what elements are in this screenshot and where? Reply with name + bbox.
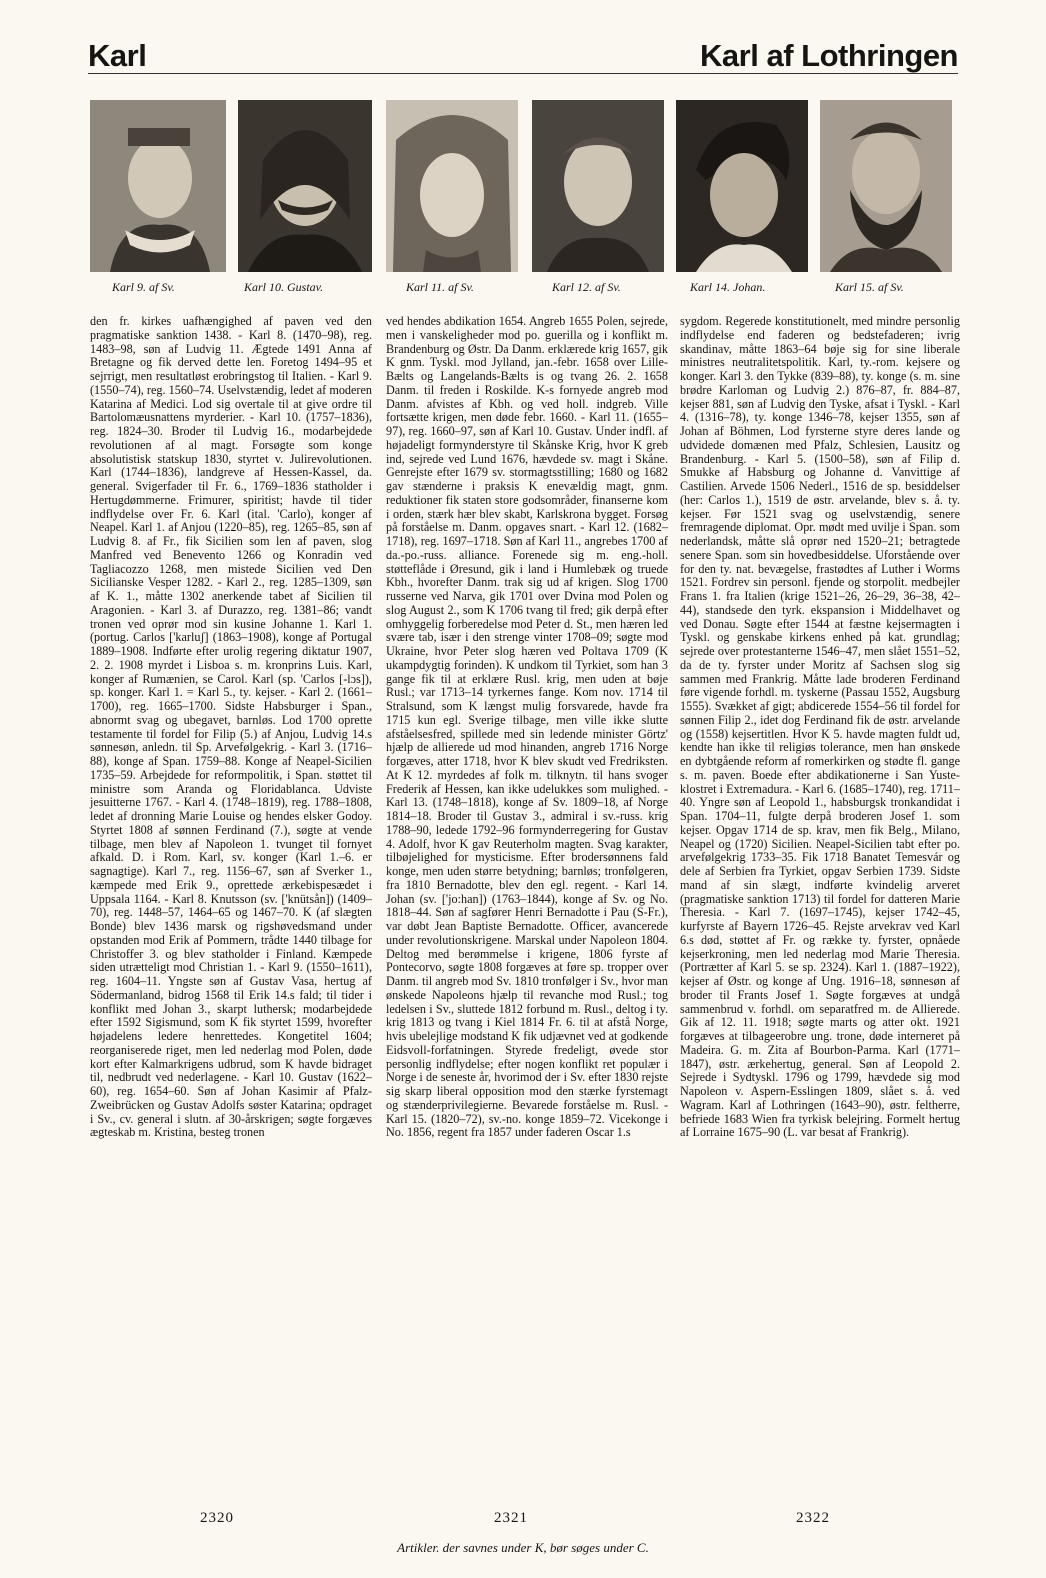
page-number-left: 2320 xyxy=(200,1510,234,1526)
caption-karl-15: Karl 15. af Sv. xyxy=(835,280,904,294)
portrait-karl-14-johan xyxy=(676,100,808,272)
column-2 xyxy=(386,315,668,1140)
column-1 xyxy=(90,315,372,1140)
running-head-right: Karl af Lothringen xyxy=(700,38,958,73)
page-number-right: 2322 xyxy=(796,1510,830,1526)
column-1-text: den fr. kirkes uafhængighed af paven ved den pragmatiske sanktion 1438. - Karl 8. (1470–98), reg. 1483–98, søn af Ludvig 11. Ægtede 1491 Anna af Bretagne og fik derved dette len. Foretog 1494–95 et sejrrigt, men resultatløst erobringstog til Italien. - Karl 9. (1550–74), reg. 1560–74. Uselvstændig, ledet af moderen Katarina af Medici. Lod sig overtale til at give ordre til Bartolomæusnattens myrderier. - Karl 10. (1757–1836), reg. 1824–30. Broder til Ludvig 16., modarbejdede revolutionen af al magt. Forsøgte som konge absolutistisk statskup 1830, styrtet v. Julirevolutionen. Karl (1744–1836), landgreve af Hessen-Kassel, da. general. Svigerfader til Fr. 6., 1769–1836 statholder i Hertugdømmerne. Frimurer, spiritist; havde til tider indflydelse over Fr. 6. Karl (ital. 'Carlo), konger af Neapel. Karl 1. af Anjou (1220–85), reg. 1265–85, søn af Ludvig 8. af Fr., fik Sicilien som len af paven, slog Manfred ved Benevento 1266 og Konradin ved Tagliacozzo 1268, men mistede Sicilien ved Den Sicilianske Vesper 1282. - Karl 2., reg. 1285–1309, søn af K. 1., måtte 1302 anerkende tabet af Sicilien til Aragonien. - Karl 3. af Durazzo, reg. 1381–86; vandt tronen ved oprør mod sin kusine Johanne 1. Karl 1. (portug. Carlos ['karluʃ] (1863–1908), konge af Portugal 1889–1908. Indførte efter urolig regering diktatur 1907, 2. 2. 1908 myrdet i Lisboa s. m. kronprins Luis. Karl, konger af Rumænien, se Carol. Karl (sp. 'Carlos [-lɔs]), sp. konger. Karl 1. = Karl 5., ty. kejser. - Karl 2. (1661–1700), reg. 1665–1700. Sidste Habsburger i Span., abnormt svag og ubegavet, barnløs. Lod 1700 oprette testamente til fordel for Filip (5.) af Anjou, Ludvig 14.s sønnesøn, anledn. til Sp. Arvefølgekrig. - Karl 3. (1716–88), konge af Span. 1759–88. Konge af Neapel-Sicilien 1735–59. Arbejdede for reformpolitik, i Span. støttet til ministre som Aranda og Floridablanca. Udviste jesuitterne 1767. - Karl 4. (1748–1819), reg. 1788–1808, ledet af dronning Marie Louise og hendes elsker Godoy. Styrtet 1808 af sønnen Ferdinand (7.), søgte at vende tilbage, men blev af Napoleon 1. tvunget til fornyet afkald. D. i Rom. Karl, sv. konger (Karl 1.–6. er sagnagtige). Karl 7., reg. 1156–67, søn af Sverker 1., kæmpede med Erik 9., oprettede ærkebispesædet i Uppsala 1164. - Karl 8. Knutsson (sv. ['knütsån]) (1409–70), reg. 1448–57, 1464–65 og 1467–70. K (af slægten Bonde) blev 1436 marsk og rigshøvedsmand under opstanden mod Erik af Pommern, trådte 1440 tilbage for Christoffer 3. og blev statholder i Finland. Kæmpede siden utrætteligt mod Christian 1. - Karl 9. (1550–1611), reg. 1604–11. Yngste søn af Gustav Vasa, hertug af Södermanland, bidrog 1568 til Erik 14.s fald; til tider i konflikt med Johan 3., skarpt luthersk; modarbejdede efter 1592 Sigismund, som K fik styrtet 1599, hvorefter højadelens ledere henrettedes. Kongetitel 1604; reorganiserede riget, men led nederlag mod Polen, døde kort efter Kalmarkrigens udbrud, som K havde bidraget til, nedbrudt ved nederlagene. - Karl 10. Gustav (1622–60), reg. 1654–60. Søn af Johan Kasimir af Pfalz-Zweibrücken og Gustav Adolfs søster Katarina; opdraget i Sv., cv. general i slutn. af 30-årskrigen; søgte forgæves ægteskab m. Kristina, besteg tronen xyxy=(90,314,372,1140)
portrait-karl-12 xyxy=(532,100,664,272)
page-number-center: 2321 xyxy=(494,1510,528,1526)
portrait-karl-9 xyxy=(90,100,226,272)
header-rule xyxy=(88,73,958,74)
running-head-left: Karl xyxy=(88,38,147,73)
portrait-karl-11 xyxy=(386,100,518,272)
caption-karl-10: Karl 10. Gustav. xyxy=(244,280,324,294)
caption-karl-11: Karl 11. af Sv. xyxy=(406,280,474,294)
column-3 xyxy=(680,315,960,1140)
caption-karl-14: Karl 14. Johan. xyxy=(690,280,766,294)
portrait-karl-15 xyxy=(820,100,952,272)
column-3-text: sygdom. Regerede konstitutionelt, med mindre personlig indflydelse end faderen og bedstefaderen; ivrig skandinav, måtte 1863–64 bøje sig for sine liberale ministres neutralitetspolitik. Karl, ty.-rom. kejsere og konger. Karl 3. den Tykke (839–88), ty. konge (s. m. sine brødre Karloman og Ludvig 2.) 876–87, fr. 884–87, kejser 881, søn af Ludvig den Tyske, afsat i Tyskl. - Karl 4. (1316–78), ty. konge 1346–78, kejser 1355, søn af Johan af Böhmen, Lod fyrsterne styre deres lande og udvidede domænen med Pfalz, Schlesien, Lausitz og Brandenburg. - Karl 5. (1500–58), søn af Filip d. Smukke af Habsburg og Johanne d. Vanvittige af Castilien. Arvede 1506 Nederl., 1516 de sp. besiddelser (her: Carlos 1.), 1519 de østr. arvelande, blev s. å. ty. kejser. Før 1521 svag og uselvstændig, senere fremragende diplomat. Opr. mødt med uvilje i Span. som nederlandsk, måtte slå oprør ned 1520–21; betragtede senere Span. som sin hovedbesiddelse. Uforstående over for den ty. nat. bevægelse, frastødtes af Luther i Worms 1521. Fordrev sin personl. fjende og storpolit. medbejler Frans 1. fra Italien (krige 1521–26, 26–29, 36–38, 42–44), standsede den tyrk. ekspansion i Middelhavet og ved Donau. Søgte efter 1544 at fæstne kejsermagten i Tyskl. og genskabe kirkens enhed på kat. grundlag; sejrede over protestanterne 1546–47, men slået 1551–52, da de ty. fyrster under Moritz af Sachsen slog sig sammen med Frankrig. Måtte lade broderen Ferdinand føre vigende forhdl. m. tyskerne (Passau 1552, Augsburg 1555). Svækket af gigt; abdicerede 1554–56 til fordel for sønnen Filip 2., idet dog Ferdinand fik de østr. arvelande og (1558) kejsertitlen. Hvor K 5. havde magten fuldt ud, kendte han ikke til religiøs tolerance, men han ønskede en dybtgående reform af romerkirken og stødte fl. gange s. m. paven. Boede efter abdikationerne i San Yuste-klostret i Extremadura. - Karl 6. (1685–1740), reg. 1711–40. Yngre søn af Leopold 1., habsburgsk tronkandidat i Span. 1704–11, fulgte derpå broderen Josef 1. som kejser. Opgav 1714 de sp. krav, men fik Belg., Milano, Neapel og (1720) Sicilien. Neapel-Sicilien tabt efter po. arvefølgekrig 1733–35. Fik 1718 Banatet Temesvár og dele af Serbien fra Tyrkiet, opgav Serbien 1739. Sidste mand af sin slægt, indførte kvindelig arveret (pragmatiske sanktion 1713) til fordel for datteren Marie Theresia. - Karl 7. (1697–1745), kejser 1742–45, kurfyrste af Bayern 1726–45. Rejste arvekrav ved Karl 6.s død, støttet af Fr. og række ty. fyrster, opnåede kejserkroning, men led nederlag mod Marie Theresia. (Portrætter af Karl 5. se sp. 2324). Karl 1. (1887–1922), kejser af Østr. og konge af Ung. 1916–18, sønnesøn af broder til Frants Josef 1. Søgte forgæves at undgå sammenbrud v. forhdl. om separatfred m. de Allierede. Gik af 12. 11. 1918; søgte marts og atter okt. 1921 forgæves at tilbageerobre ung. trone, døde interneret på Madeira. G. m. Zita af Bourbon-Parma. Karl (1771–1847), østr. ærkehertug, general. Søn af Leopold 2. Sejrede i Sydtyskl. 1796 og 1799, hævdede sig mod Napoleon v. Aspern-Esslingen 1809, slået s. å. ved Wagram. Karl af Lothringen (1643–90), østr. feltherre, befriede 1683 Wien fra tyrkisk belejring. Formelt hertug af Lorraine 1675–90 (L. var besat af Frankrig). xyxy=(680,314,960,1140)
caption-karl-12: Karl 12. af Sv. xyxy=(552,280,621,294)
column-2-text: ved hendes abdikation 1654. Angreb 1655 Polen, sejrede, men i vanskeligheder mod po. guerilla og i konflikt m. Brandenburg og Østr. Da Danm. erklærede krig 1657, gik K gnm. Tyskl. mod Jylland, jan.-febr. 1658 over Lille-Bælts og Langelands-Bælts is og tvang 26. 2. 1658 Danm. til freden i Roskilde. K-s fornyede angreb mod Danm. afvistes af Kbh. og ved holl. indgreb. Ville fortsætte krigen, men døde febr. 1660. - Karl 11. (1655–97), reg. 1660–97, søn af Karl 10. Gustav. Under indfl. af højadeligt formynderstyre til Skånske Krig, hvor K greb ind, sejrede ved Lund 1676, hævdede sv. magt i Skåne. Genrejste efter 1679 sv. stormagtsstilling; 1680 og 1682 gav stænderne i praksis K enevældig magt, gnm. reduktioner fik staten store godsområder, finanserne kom i orden, stærk hær blev skabt, Karlskrona bygget. Forsøg på forståelse m. Danm. opgaves snart. - Karl 12. (1682–1718), reg. 1697–1718. Søn af Karl 11., angrebes 1700 af da.-po.-russ. alliance. Forenede sig m. eng.-holl. støtteflåde i Øresund, gik i land i Humlebæk og truede Kbh., hvorefter Danm. trak sig ud af krigen. Slog 1700 russerne ved Narva, gik 1701 over Dvina mod Polen og slog August 2., som K 1706 tvang til fred; gik derpå efter omhyggelig forberedelse mod Peter d. St., men hæren led svære tab, især i den strenge vinter 1708–09; søgte mod Ukraine, hvor Peter slog hæren ved Poltava 1709 (K ukampdygtig forinden). K undkom til Tyrkiet, som han 3 gange fik til at erklære Rusl. krig, men uden at bøje Rusl.; var 1713–14 tyrkernes fange. Kom nov. 1714 til Stralsund, som K længst mulig forsvarede, havde fra 1715 kun egl. Sverige tilbage, men ville ikke slutte afståelsesfred, spillede med sin ledende minister Görtz' hjælp de allierede ud mod hinanden, angreb 1716 Norge forgæves, atter 1718, hvor K blev skudt ved Fredriksten. At K 12. myrdedes af folk m. tilknytn. til hans svoger Frederik af Hessen, kan ikke udelukkes som mulighed. - Karl 13. (1748–1818), konge af Sv. 1809–18, af Norge 1814–18. Broder til Gustav 3., admiral i sv.-russ. krig 1788–90, ledede 1792–96 formynderregering for Gustav 4. Adolf, hvor K gav Reuterholm magten. Svag karakter, tilbøjelighed for mysticisme. Efter brodersønnens fald konge, men uden større betydning; barnløs; tronfølgeren, fra 1810 Bernadotte, blev den egl. regent. - Karl 14. Johan (sv. ['jo:han]) (1763–1844), konge af Sv. og No. 1818–44. Søn af sagfører Henri Bernadotte i Pau (S-Fr.), var døbt Jean Baptiste Bernadotte. Officer, avancerede under revolutionskrigene. Marskal under Napoleon 1804. Deltog med berømmelse i krigene, 1806 fyrste af Pontecorvo, søgte 1808 forgæves at føre sp. tropper over Danm. til angreb mod Sv. 1810 tronfølger i Sv., hvor man ønskede Napoleons hjælp til revanche mod Rusl.; tog ledelsen i Sv., sluttede 1812 forbund m. Rusl., deltog i ty. krig 1813 og tvang i Kiel 1814 Fr. 6. til at afstå Norge, hvis ubelejlige modstand K fik udjævnet ved at godkende Eidsvoll-forfatningen. Styrede fredeligt, øvede stor personlig indflydelse; efter nogen konflikt ret populær i Norge i de seneste år, hvorimod der i Sv. efter 1830 rejste sig skarp liberal opposition mod den stærke fyrstemagt og stænderprivilegierne. Bevarede forståelse m. Rusl. - Karl 15. (1820–72), sv.-no. konge 1859–72. Vicekonge i No. 1856, regent fra 1857 under faderen Oscar 1.s xyxy=(386,314,668,1140)
footer-note: Artikler. der savnes under K, bør søges under C. xyxy=(397,1540,649,1555)
portrait-karl-10-gustav xyxy=(238,100,372,272)
caption-karl-9: Karl 9. af Sv. xyxy=(112,280,175,294)
